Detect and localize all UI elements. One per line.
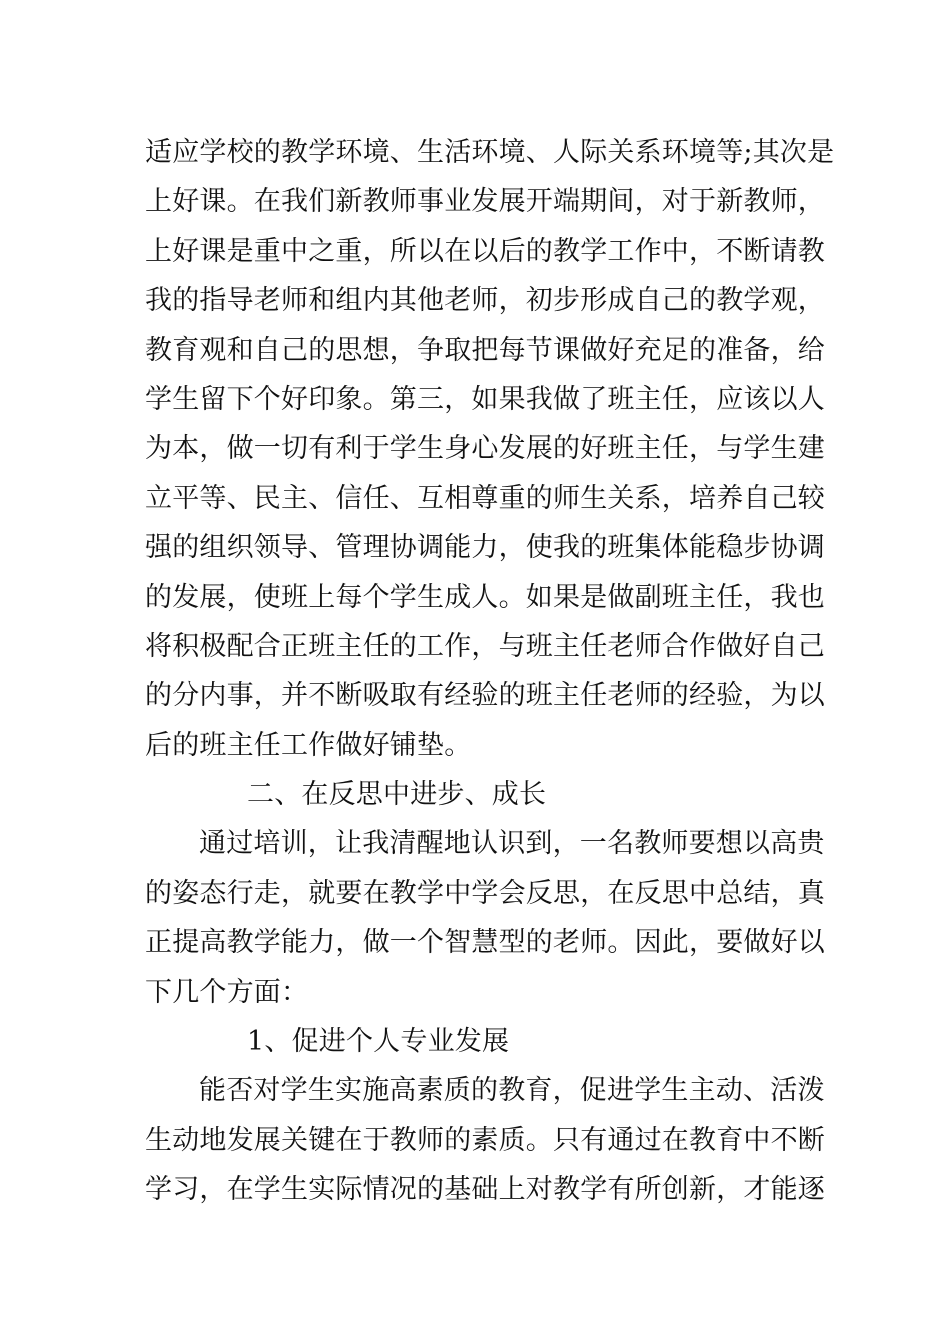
section-heading: 二、在反思中进步、成长: [247, 779, 547, 811]
text-line: 下几个方面：: [145, 976, 309, 1008]
text-line: 的发展，使班上每个学生成人。如果是做副班主任，我也: [145, 581, 825, 613]
text-line: 为本，做一切有利于学生身心发展的好班主任，与学生建: [145, 433, 825, 465]
text-line: 将积极配合正班主任的工作，与班主任老师合作做好自己: [145, 630, 825, 662]
text-line: 教育观和自己的思想，争取把每节课做好充足的准备，给: [145, 334, 825, 366]
text-line: 通过培训，让我清醒地认识到，一名教师要想以高贵: [199, 828, 825, 860]
text-line: 上好课。在我们新教师事业发展开端期间，对于新教师，: [145, 186, 825, 218]
document-body: [145, 128, 835, 1215]
text-line: 能否对学生实施高素质的教育，促进学生主动、活泼: [199, 1075, 825, 1107]
text-line: 的姿态行走，就要在教学中学会反思，在反思中总结，真: [145, 877, 825, 909]
text-line: 正提高教学能力，做一个智慧型的老师。因此，要做好以: [145, 927, 825, 959]
text-line: 的分内事，并不断吸取有经验的班主任老师的经验，为以: [145, 680, 825, 712]
subsection-heading: 1、促进个人专业发展: [247, 1026, 510, 1058]
text-line: 学生留下个好印象。第三，如果我做了班主任，应该以人: [145, 383, 825, 415]
text-line: 立平等、民主、信任、互相尊重的师生关系，培养自己较: [145, 482, 825, 514]
text-line: 生动地发展关键在于教师的素质。只有通过在教育中不断: [145, 1124, 825, 1156]
text-line: 后的班主任工作做好铺垫。: [145, 729, 472, 761]
text-line: 适应学校的教学环境、生活环境、人际关系环境等;其次是: [145, 137, 835, 168]
text-line: 上好课是重中之重，所以在以后的教学工作中，不断请教: [145, 235, 825, 267]
text-line: 我的指导老师和组内其他老师，初步形成自己的教学观，: [145, 285, 825, 317]
text-line: 强的组织领导、管理协调能力，使我的班集体能稳步协调: [145, 532, 825, 564]
text-line: 学习，在学生实际情况的基础上对教学有所创新，才能逐: [145, 1174, 825, 1206]
